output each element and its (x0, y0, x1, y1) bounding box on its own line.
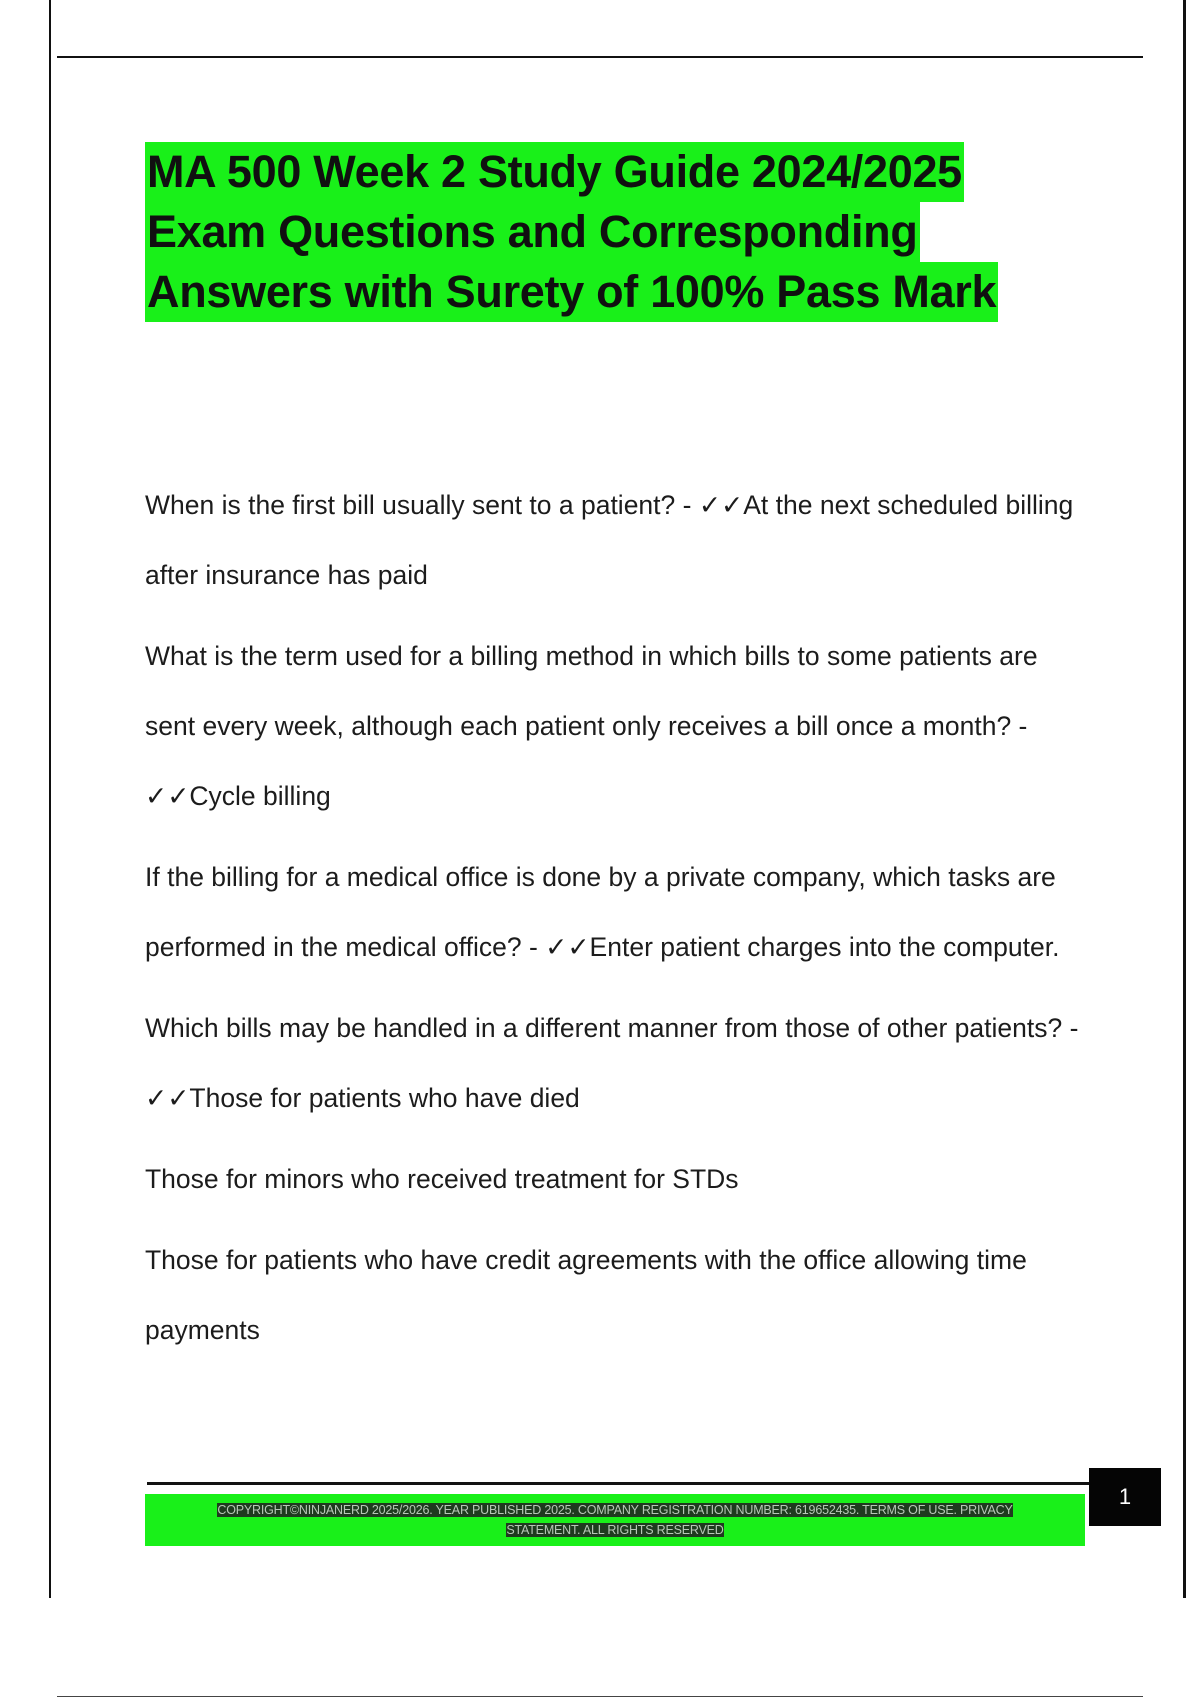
page-number: 1 (1089, 1468, 1161, 1526)
paragraph-2: What is the term used for a billing method in which bills to some patients are sent every week, although each patient only receives a bill once a month? - ✓✓Cycle billing (145, 641, 1038, 811)
paragraph-4: Which bills may be handled in a different manner from those of other patients? - ✓✓Those for patients who have died (145, 1013, 1079, 1113)
copyright-line-1: COPYRIGHT©NINJANERD 2025/2026. YEAR PUBLISHED 2025. COMPANY REGISTRATION NUMBER: 619652435. TERMS OF USE. PRIVACY (217, 1503, 1013, 1517)
document-title (145, 142, 1145, 322)
copyright-line-2: STATEMENT. ALL RIGHTS RESERVED (506, 1523, 724, 1537)
top-divider (57, 56, 1143, 58)
title-line-1: MA 500 Week 2 Study Guide 2024/2025 (145, 142, 964, 202)
paragraph-3: If the billing for a medical office is done by a private company, which tasks are performed in the medical office? - ✓✓Enter patient charges into the computer. (145, 862, 1060, 962)
bottom-divider (57, 1696, 1143, 1697)
title-line-2: Exam Questions and Corresponding (145, 202, 920, 262)
page-border-right (1183, 0, 1186, 1598)
page-border-left (49, 0, 51, 1598)
document-body (145, 470, 1095, 1376)
paragraph-6: Those for patients who have credit agreements with the office allowing time payments (145, 1245, 1027, 1345)
copyright-footer (145, 1494, 1085, 1546)
title-line-3: Answers with Surety of 100% Pass Mark (145, 262, 998, 322)
footer-divider (147, 1482, 1092, 1485)
paragraph-5: Those for minors who received treatment for STDs (145, 1164, 739, 1194)
paragraph-1: When is the first bill usually sent to a patient? - ✓✓At the next scheduled billing after insurance has paid (145, 490, 1074, 590)
